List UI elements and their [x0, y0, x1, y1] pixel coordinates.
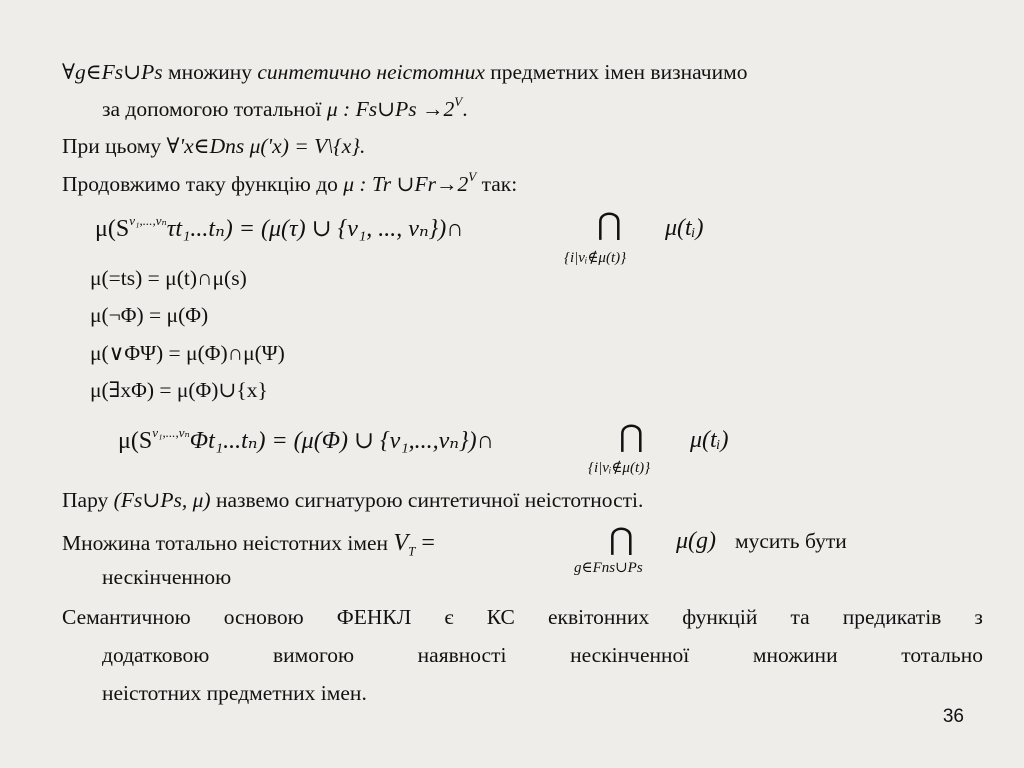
formula-signature: (Fs∪Ps, μ) — [113, 488, 211, 512]
eq6-sup: v₁,...,vₙ — [152, 425, 190, 440]
eq1-under: {i|vᵢ∉μ(t)} — [564, 250, 627, 266]
word: додатковою — [102, 643, 210, 667]
eq1-right: μ(tᵢ) — [665, 215, 704, 241]
line-3 — [62, 136, 365, 158]
equation-eq: μ(=ts) = μ(t)∩μ(s) — [90, 266, 247, 290]
word: тотально — [901, 643, 983, 667]
l8-text-end: мусить бути — [735, 529, 847, 553]
formula-mu-extend: μ : Tr ∪Fr→2 — [343, 172, 469, 197]
formula-mu-total: μ : Fs∪Ps →2 — [326, 97, 455, 122]
formula-sup-v2: V — [468, 169, 477, 184]
text-8a: Множина тотально неістотних імен — [62, 531, 394, 555]
equation-exists: μ(∃xΦ) = μ(Φ)∪{x} — [90, 378, 268, 402]
equation-neg: μ(¬Φ) = μ(Φ) — [90, 303, 209, 327]
equation-substitution-formula — [118, 425, 494, 454]
eq6-mid: Φt₁...tₙ) = (μ(Φ) ∪ {v₁,...,vₙ})∩ — [189, 428, 494, 454]
word: нескінченної — [570, 643, 690, 667]
word: наявності — [417, 643, 507, 667]
line-signature — [62, 490, 643, 512]
formula-vt-sub: T — [408, 543, 416, 559]
l8-big-cap: ⋂ — [609, 523, 634, 556]
line-total-names — [62, 531, 435, 557]
formula-forall-g: ∀g∈Fs∪Ps — [62, 60, 163, 84]
formula-vt: V — [393, 530, 409, 556]
text-1b: предметних імен визначимо — [484, 60, 748, 84]
line-2 — [102, 94, 468, 122]
eq6-right: μ(tᵢ) — [690, 427, 729, 453]
text-7a: Пару — [62, 488, 114, 512]
line-4 — [62, 169, 518, 197]
l8-right: μ(g) — [676, 528, 717, 554]
word: з — [974, 605, 983, 629]
word: є — [444, 605, 454, 629]
text-1a: множину — [162, 60, 258, 84]
eq1-big-cap: ⋂ — [597, 208, 622, 241]
word: ФЕНКЛ — [336, 605, 412, 629]
text-4: Продовжимо таку функцію до — [62, 172, 344, 197]
line-semantic-3: неістотних предметних імен. — [102, 681, 367, 705]
l8-under: g∈Fns∪Ps — [574, 560, 643, 576]
word: Семантичною — [62, 605, 191, 629]
word: множини — [752, 643, 838, 667]
eq1-left: μ(S — [95, 216, 130, 242]
text-2: за допомогою тотальної — [102, 97, 327, 122]
formula-eq-sign: = — [415, 530, 435, 556]
text-italic-synthetic: синтетично неістотних — [257, 60, 485, 84]
page-number: 36 — [942, 706, 964, 727]
text-4-end: так: — [476, 172, 518, 197]
word: вимогою — [272, 643, 355, 667]
equation-or: μ(∨ΦΨ) = μ(Φ)∩μ(Ψ) — [90, 341, 285, 365]
word: та — [790, 605, 810, 629]
eq6-under: {i|vᵢ∉μ(t)} — [588, 460, 651, 476]
line-infinite: нескінченною — [102, 565, 232, 589]
equation-substitution-term — [95, 213, 464, 242]
line-semantic-1 — [62, 607, 983, 629]
eq1-sup: v₁,...,vₙ — [129, 213, 167, 228]
formula-dns: ∀'x∈Dns μ('x) = V\{x}. — [166, 134, 366, 158]
line-semantic-2 — [102, 645, 983, 667]
eq1-mid: τt₁...tₙ) = (μ(τ) ∪ {v₁, ..., vₙ})∩ — [166, 216, 464, 242]
text-2-end: . — [462, 97, 468, 122]
line-1 — [62, 62, 747, 84]
formula-sup-v: V — [454, 94, 463, 109]
text-3: При цьому — [62, 134, 167, 158]
word: еквітонних — [547, 605, 650, 629]
word: основою — [223, 605, 304, 629]
text-7b: назвемо сигнатурою синтетичної неістотності. — [210, 488, 644, 512]
eq6-left: μ(S — [118, 428, 153, 454]
word: функцій — [682, 605, 758, 629]
eq6-big-cap: ⋂ — [619, 420, 644, 453]
word: КС — [486, 605, 515, 629]
word: предикатів — [842, 605, 942, 629]
